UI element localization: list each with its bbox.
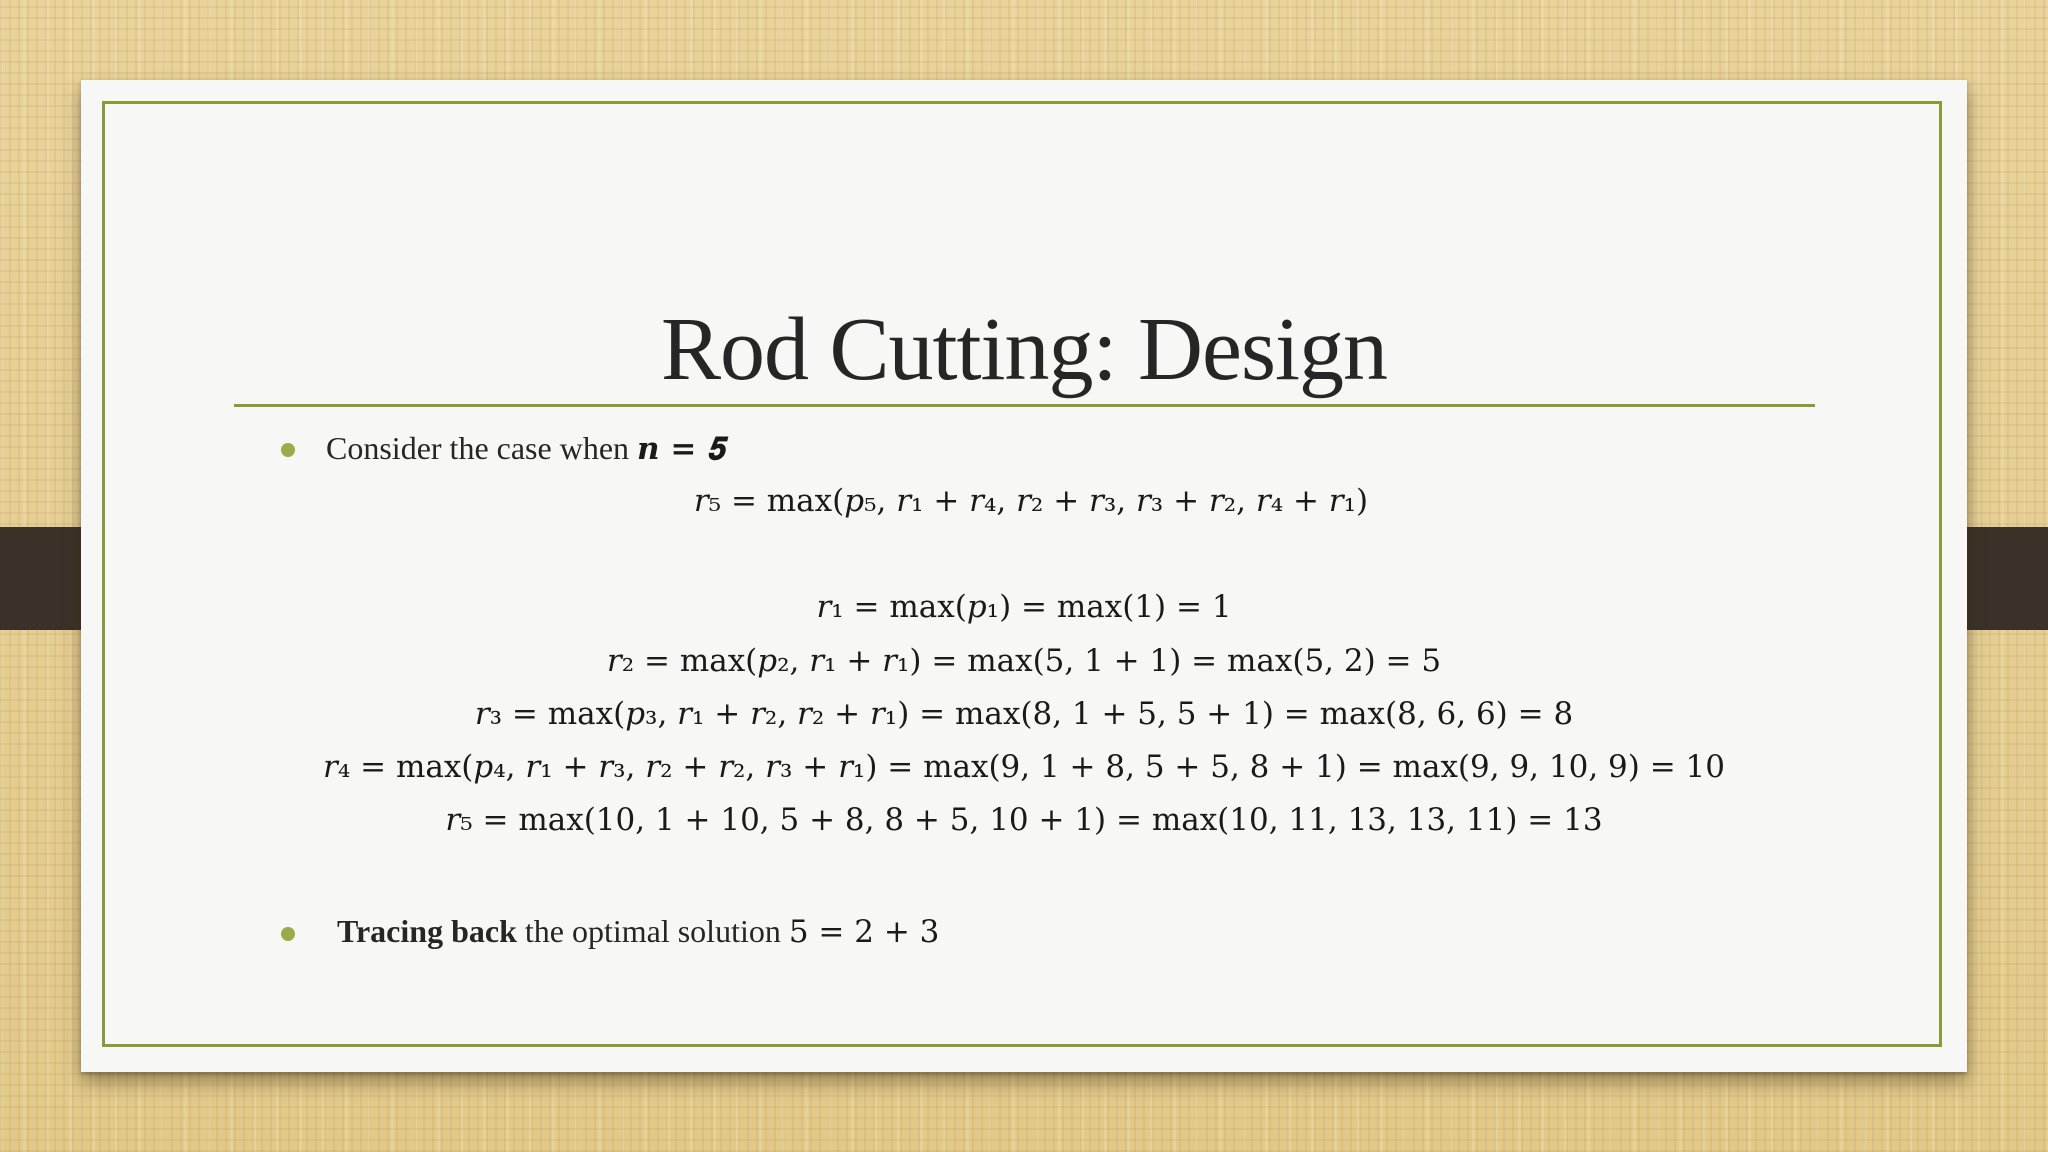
bullet-1-math: 𝒏 = 𝟓 xyxy=(637,431,725,467)
slide-frame xyxy=(102,101,1942,1047)
equation-r5-result: 𝑟₅ = max(10, 1 + 10, 5 + 8, 8 + 5, 10 + 1) = max(10, 11, 13, 13, 11) = 13 xyxy=(445,802,1603,838)
equation-r1: 𝑟₁ = max(𝑝₁) = max(1) = 1 xyxy=(816,589,1232,625)
bullet-2 xyxy=(337,913,939,950)
bullet-marker-2 xyxy=(281,927,295,941)
title-divider xyxy=(234,404,1815,407)
bullet-1 xyxy=(326,430,724,468)
slide-paper xyxy=(81,80,1967,1072)
bullet-2-math: 5 = 2 + 3 xyxy=(788,914,940,950)
equation-r3: 𝑟₃ = max(𝑝₃, 𝑟₁ + 𝑟₂, 𝑟₂ + 𝑟₁) = max(8, 1 + 5, 5 + 1) = max(8, 6, 6) = 8 xyxy=(474,696,1574,732)
bullet-marker-1 xyxy=(281,443,295,457)
slide-title: Rod Cutting: Design xyxy=(660,300,1388,399)
bullet-2-text: the optimal solution xyxy=(516,913,789,949)
equation-r4: 𝑟₄ = max(𝑝₄, 𝑟₁ + 𝑟₃, 𝑟₂ + 𝑟₂, 𝑟₃ + 𝑟₁) = max(9, 1 + 8, 5 + 5, 8 + 1) = max(9, 9, 10, 9) = 10 xyxy=(323,749,1725,785)
equation-r2: 𝑟₂ = max(𝑝₂, 𝑟₁ + 𝑟₁) = max(5, 1 + 1) = max(5, 2) = 5 xyxy=(606,643,1442,679)
bullet-2-bold: Tracing back xyxy=(337,913,517,949)
bullet-1-text: Consider the case when xyxy=(326,430,638,466)
equation-r5-definition: 𝑟₅ = max(𝑝₅, 𝑟₁ + 𝑟₄, 𝑟₂ + 𝑟₃, 𝑟₃ + 𝑟₂, 𝑟₄ + 𝑟₁) xyxy=(693,483,1369,519)
